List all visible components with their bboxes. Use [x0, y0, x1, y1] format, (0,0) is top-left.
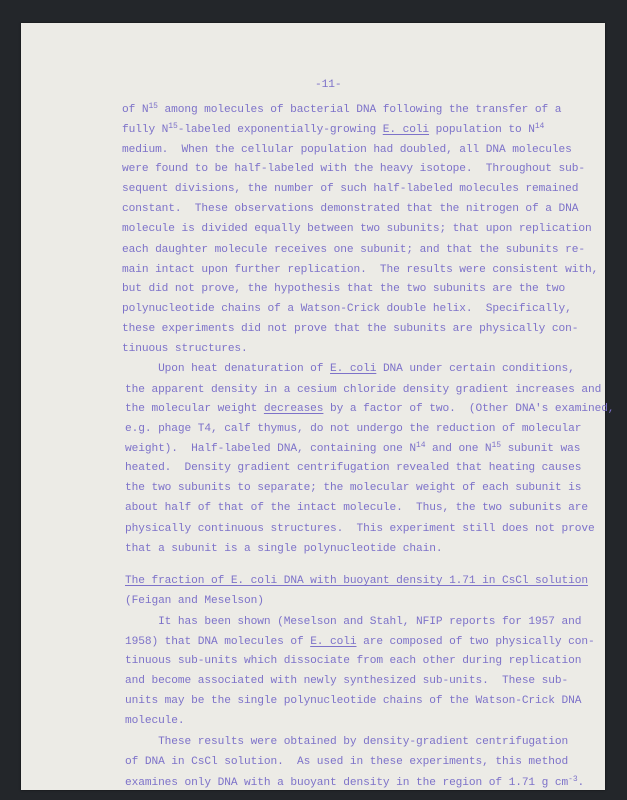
- text-line: fully $N^{15}$-labeled exponentially-growing E. coli population to $N^{14}$: [122, 122, 545, 136]
- text-line: medium. When the cellular population had doubled, all DNA molecules: [122, 144, 572, 156]
- page-number: -11-: [315, 79, 342, 91]
- text-line: of $N^{15}$ among molecules of bacterial DNA following the transfer of a: [122, 102, 562, 116]
- text-line: these experiments did not prove that the subunits are physically con-: [122, 323, 579, 335]
- text-line: examines only DNA with a buoyant density in the region of 1.71 g $cm^{-3}$.: [125, 775, 585, 789]
- page-body: [21, 23, 615, 790]
- text-line: main intact upon further replication. The results were consistent with,: [122, 264, 599, 276]
- text-line: polynucleotide chains of a Watson-Crick double helix. Specifically,: [122, 303, 572, 315]
- text-line: The fraction of E. coli DNA with buoyant density 1.71 in CsCl solution: [125, 575, 588, 587]
- text-line: the two subunits to separate; the molecular weight of each subunit is: [125, 482, 582, 494]
- text-line: the apparent density in a cesium chloride density gradient increases and: [125, 384, 602, 396]
- text-line: It has been shown (Meselson and Stahl, NFIP reports for 1957 and: [125, 616, 582, 628]
- text-line: (Feigan and Meselson): [125, 595, 264, 607]
- text-line: about half of that of the intact molecule. Thus, the two subunits are: [125, 502, 588, 514]
- text-line: molecule is divided equally between two subunits; that upon replication: [122, 223, 592, 235]
- text-line: 1958) that DNA molecules of E. coli are composed of two physically con-: [125, 636, 595, 648]
- text-line: These results were obtained by density-gradient centrifugation: [125, 736, 569, 748]
- text-line: heated. Density gradient centrifugation revealed that heating causes: [125, 462, 582, 474]
- text-line: that a subunit is a single polynucleotide chain.: [125, 543, 443, 555]
- text-line: sequent divisions, the number of such half-labeled molecules remained: [122, 183, 579, 195]
- text-line: each daughter molecule receives one subunit; and that the subunits re-: [122, 244, 585, 256]
- text-line: of DNA in CsCl solution. As used in these experiments, this method: [125, 756, 569, 768]
- text-line: units may be the single polynucleotide chains of the Watson-Crick DNA: [125, 695, 582, 707]
- text-line: were found to be half-labeled with the heavy isotope. Throughout sub-: [122, 163, 585, 175]
- text-line: constant. These observations demonstrated that the nitrogen of a DNA: [122, 203, 579, 215]
- text-line: tinuous structures.: [122, 343, 248, 355]
- text-line: and become associated with newly synthesized sub-units. These sub-: [125, 675, 569, 687]
- text-line: physically continuous structures. This experiment still does not prove: [125, 523, 595, 535]
- text-line: molecule.: [125, 715, 185, 727]
- text-line: e.g. phage T4, calf thymus, do not undergo the reduction of molecular: [125, 423, 582, 435]
- text-line: weight). Half-labeled DNA, containing one $N^{14}$ and one $N^{15}$ subunit was: [125, 441, 581, 455]
- text-line: Upon heat denaturation of E. coli DNA under certain conditions,: [125, 363, 575, 375]
- typed-page: [21, 23, 615, 790]
- text-line: tinuous sub-units which dissociate from each other during replication: [125, 655, 582, 667]
- text-line: but did not prove, the hypothesis that the two subunits are the two: [122, 283, 566, 295]
- text-line: the molecular weight decreases by a factor of two. (Other DNA's examined,: [125, 403, 615, 415]
